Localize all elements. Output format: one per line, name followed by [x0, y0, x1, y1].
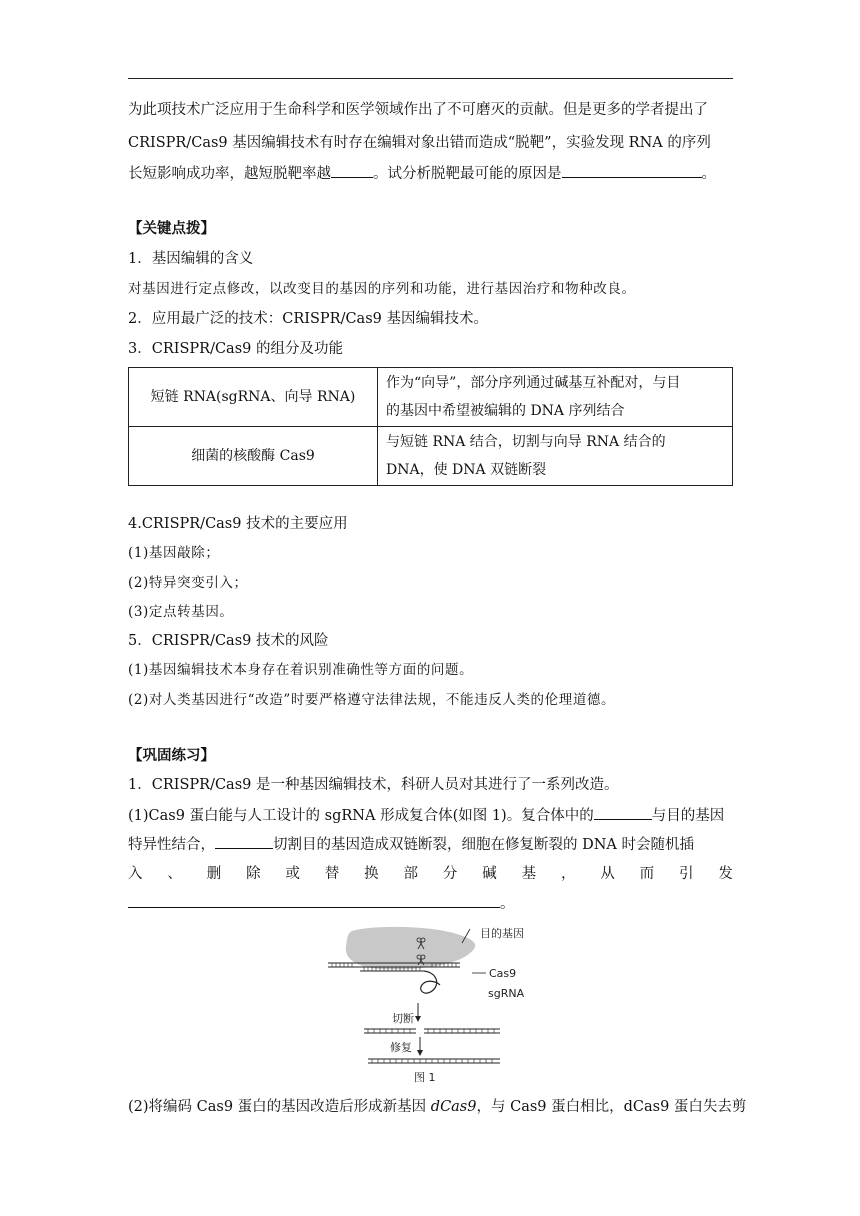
label-target-gene: 目的基因 — [480, 927, 524, 940]
cell-line: 作为“向导”，部分序列通过碱基互补配对，与目 — [386, 375, 681, 391]
label-cas9: Cas9 — [489, 967, 517, 980]
cut-dna — [364, 1029, 500, 1033]
char: 替 — [324, 866, 340, 882]
text-line: 3．CRISPR/Cas9 的组分及功能 — [128, 341, 343, 357]
section-heading: 【巩固练习】 — [128, 747, 215, 764]
char: 基 — [521, 866, 537, 882]
text-segment: (2)将编码 Cas9 蛋白的基因改造后形成新基因 — [128, 1099, 431, 1115]
gene-name: dCas9 — [430, 1099, 477, 1115]
char: 引 — [679, 866, 694, 882]
text-line: (2)对人类基因进行“改造”时要严格遵守法律法规，不能违反人类的伦理道德。 — [128, 692, 616, 708]
text-line: 1．基因编辑的含义 — [128, 251, 254, 267]
text-segment: ，与 Cas9 蛋白相比，dCas9 蛋白失去剪 — [476, 1099, 747, 1115]
text-segment: (1)Cas9 蛋白能与人工设计的 sgRNA 形成复合体(如图 1)。复合体中的 — [128, 808, 594, 824]
char: 分 — [442, 866, 458, 882]
text-line — [128, 834, 733, 855]
section-heading: 【关键点拨】 — [128, 220, 215, 237]
text-segment: 。试分析脱靶最可能的原因是 — [373, 166, 562, 182]
char: 换 — [364, 866, 379, 882]
table-row — [129, 368, 733, 427]
cell-line: DNA，使 DNA 双链断裂 — [386, 462, 547, 478]
answer-blank[interactable] — [562, 163, 702, 178]
table-row — [129, 427, 733, 486]
text-line-justified — [128, 864, 733, 884]
header-rule — [128, 78, 733, 79]
table-cell: 细菌的核酸酶 Cas9 — [129, 427, 378, 486]
text-line — [128, 1097, 747, 1117]
table-cell — [378, 368, 733, 427]
arrow-head — [417, 1050, 423, 1056]
char: 发 — [718, 866, 733, 882]
label-repair: 修复 — [390, 1041, 412, 1054]
repaired-dna — [368, 1059, 500, 1063]
char: 除 — [246, 866, 261, 882]
text-segment: 切割目的基因造成双链断裂，细胞在修复断裂的 DNA 时会随机插 — [273, 837, 695, 853]
component-table — [128, 367, 733, 486]
char: 从 — [600, 866, 615, 882]
arrow-head — [415, 1016, 421, 1022]
text-line: 对基因进行定点修改，以改变目的基因的序列和功能，进行基因治疗和物种改良。 — [128, 281, 636, 297]
char: 碱 — [482, 866, 497, 882]
text-line: (3)定点转基因。 — [128, 604, 234, 620]
text-line: CRISPR/Cas9 基因编辑技术有时存在编辑对象出错而造成“脱靶”，实验发现 RNA 的序列 — [128, 135, 711, 151]
char: 或 — [285, 866, 300, 882]
char: 入 — [128, 866, 143, 882]
char: 删 — [206, 866, 222, 882]
text-line: 4.CRISPR/Cas9 技术的主要应用 — [128, 516, 348, 532]
text-line: (2)特异突变引入； — [128, 575, 248, 591]
text-segment: 。 — [701, 166, 716, 182]
text-line — [128, 893, 733, 914]
text-line: (1)基因敲除； — [128, 545, 220, 561]
text-line — [128, 163, 733, 184]
text-line: 为此项技术广泛应用于生命科学和医学领域作出了不可磨灭的贡献。但是更多的学者提出了 — [128, 102, 708, 118]
char: ， — [560, 866, 576, 882]
text-line: 5．CRISPR/Cas9 技术的风险 — [128, 633, 329, 649]
label-cut: 切断 — [392, 1012, 414, 1025]
text-segment: 特异性结合， — [128, 837, 215, 853]
answer-blank[interactable] — [331, 163, 373, 178]
table-cell: 短链 RNA(sgRNA、向导 RNA) — [129, 368, 378, 427]
text-line: (1)基因编辑技术本身存在着识别准确性等方面的问题。 — [128, 662, 474, 678]
text-line: 2．应用最广泛的技术：CRISPR/Cas9 基因编辑技术。 — [128, 311, 488, 327]
figure-caption: 图 1 — [414, 1071, 436, 1084]
figure-1 — [320, 923, 540, 1088]
text-segment: 。 — [500, 896, 515, 912]
cell-line: 的基因中希望被编辑的 DNA 序列结合 — [386, 403, 625, 419]
text-line — [128, 805, 733, 826]
cell-line: 与短链 RNA 结合，切割与向导 RNA 结合的 — [386, 434, 666, 450]
char: 而 — [639, 866, 655, 882]
answer-blank[interactable] — [594, 805, 652, 820]
label-sgrna: sgRNA — [488, 987, 525, 1000]
char: 、 — [167, 866, 182, 882]
answer-blank[interactable] — [128, 893, 500, 908]
text-segment: 长短影响成功率，越短脱靶率越 — [128, 166, 331, 182]
char: 部 — [403, 866, 419, 882]
text-segment: 与目的基因 — [651, 808, 725, 824]
answer-blank[interactable] — [215, 834, 273, 849]
table-cell — [378, 427, 733, 486]
sgrna-strand — [421, 971, 440, 993]
text-line: 1．CRISPR/Cas9 是一种基因编辑技术，科研人员对其进行了一系列改造。 — [128, 777, 619, 793]
